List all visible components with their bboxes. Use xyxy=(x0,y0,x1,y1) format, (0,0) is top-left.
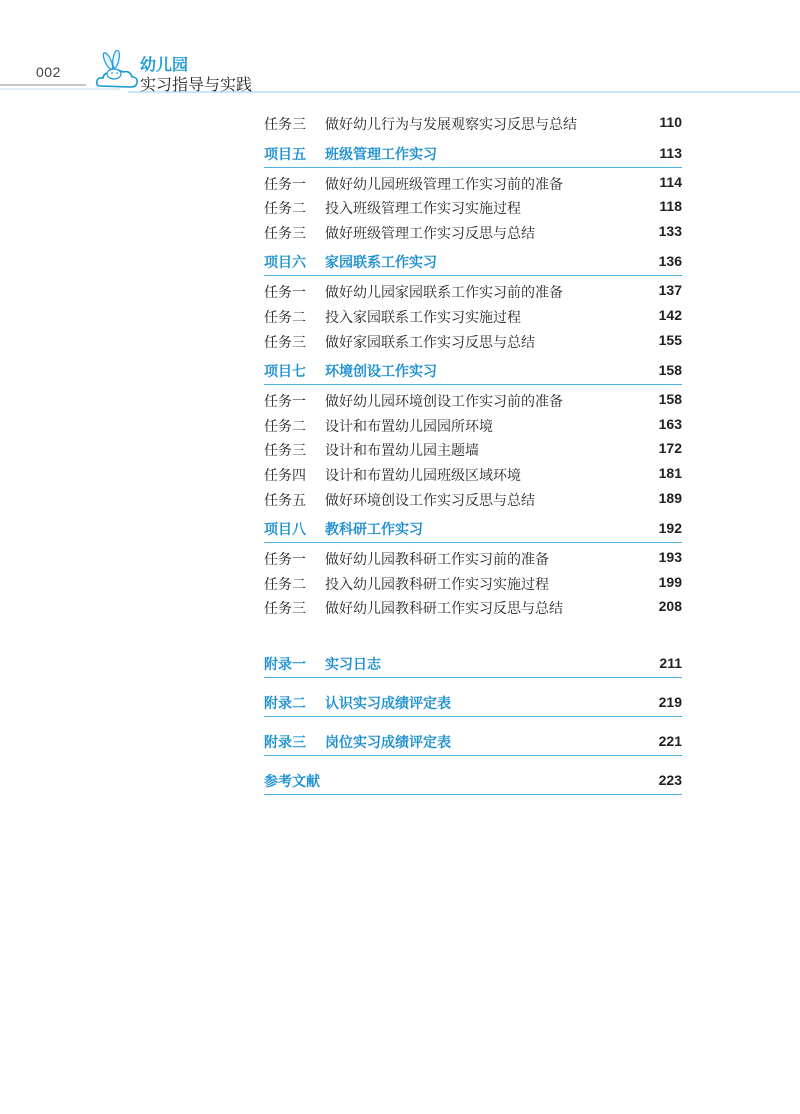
toc-entry-title: 班级管理工作实习 xyxy=(325,146,437,163)
toc-task-row[interactable] xyxy=(264,545,682,570)
toc-task-row[interactable] xyxy=(264,170,682,195)
toc-entry-label: 任务三 xyxy=(264,601,306,618)
toc-entry-label: 项目五 xyxy=(264,146,306,163)
toc-entry-title: 做好幼儿园家园联系工作实习前的准备 xyxy=(325,285,563,302)
toc-entry-page: 181 xyxy=(658,464,682,481)
toc-project-row[interactable] xyxy=(264,247,682,276)
toc-entry-label: 项目七 xyxy=(264,364,306,381)
toc-entry-label: 任务一 xyxy=(264,176,306,193)
toc-project-row[interactable] xyxy=(264,514,682,543)
toc-entry-page: 219 xyxy=(658,693,682,710)
toc-entry-label: 任务一 xyxy=(264,552,306,569)
toc-entry-title: 家园联系工作实习 xyxy=(325,255,437,272)
toc-entry-title: 实习日志 xyxy=(325,656,381,673)
toc-entry-label: 附录三 xyxy=(264,734,306,751)
toc-entry-label: 任务三 xyxy=(264,225,306,242)
toc-entry-label: 附录二 xyxy=(264,695,306,712)
toc-entry-title: 投入班级管理工作实习实施过程 xyxy=(325,201,521,218)
rabbit-on-cloud-icon xyxy=(94,50,140,96)
toc-task-row[interactable] xyxy=(264,594,682,619)
toc-entry-label: 附录一 xyxy=(264,656,306,673)
toc-entry-page: 136 xyxy=(658,253,682,270)
toc-entry-label: 任务三 xyxy=(264,334,306,351)
toc-entry-page: 110 xyxy=(659,114,682,130)
toc-spacer xyxy=(264,619,682,639)
toc-entry-title: 参考文献 xyxy=(264,773,320,790)
toc-entry-page: 211 xyxy=(659,654,682,671)
toc-task-row[interactable] xyxy=(264,194,682,219)
toc-task-row[interactable] xyxy=(264,278,682,303)
toc-project-row[interactable] xyxy=(264,139,682,168)
toc-entry-title: 做好幼儿园教科研工作实习前的准备 xyxy=(325,552,549,569)
toc-entry-label: 项目六 xyxy=(264,255,306,272)
toc-entry-label: 任务五 xyxy=(264,492,306,509)
toc-task-row[interactable] xyxy=(264,219,682,244)
toc-entry-page: 158 xyxy=(658,391,682,408)
toc-entry-page: 158 xyxy=(658,362,682,379)
toc-entry-page: 189 xyxy=(658,489,682,506)
toc-entry-title: 投入家园联系工作实习实施过程 xyxy=(325,309,521,326)
toc-entry-page: 223 xyxy=(658,771,682,788)
page-header xyxy=(0,0,800,100)
toc-entry-label: 任务一 xyxy=(264,394,306,411)
toc-entry-title: 认识实习成绩评定表 xyxy=(325,695,451,712)
toc-entry-title: 设计和布置幼儿园园所环境 xyxy=(325,418,493,435)
toc-entry-title: 做好幼儿行为与发展观察实习反思与总结 xyxy=(325,117,577,133)
toc-entry-page: 137 xyxy=(658,282,682,299)
toc-entry-title: 做好幼儿园班级管理工作实习前的准备 xyxy=(325,176,563,193)
toc-appendix-row[interactable] xyxy=(264,727,682,756)
toc-entry-label: 任务一 xyxy=(264,285,306,302)
book-title-main: 幼儿园 xyxy=(140,55,189,74)
toc-task-row[interactable] xyxy=(264,461,682,486)
toc-entry-label: 任务二 xyxy=(264,201,306,218)
toc-entry-page: 193 xyxy=(658,549,682,566)
toc-entry-page: 221 xyxy=(658,732,682,749)
toc-entry-page: 172 xyxy=(658,440,682,457)
toc-entry-label: 任务二 xyxy=(264,418,306,435)
toc-entry-title: 岗位实习成绩评定表 xyxy=(325,734,451,751)
toc-entry-page: 199 xyxy=(658,573,682,590)
toc-entry-title: 教科研工作实习 xyxy=(325,522,423,539)
toc-task-row[interactable] xyxy=(264,570,682,595)
toc-entry-title: 设计和布置幼儿园班级区域环境 xyxy=(325,467,521,484)
toc-task-row[interactable] xyxy=(264,387,682,412)
toc-entry-title: 设计和布置幼儿园主题墙 xyxy=(325,443,479,460)
toc-task-row[interactable] xyxy=(264,303,682,328)
toc-entry-label: 项目八 xyxy=(264,522,306,539)
toc-entry-page: 163 xyxy=(658,415,682,432)
toc-task-row[interactable] xyxy=(264,110,682,135)
toc-entry-page: 118 xyxy=(659,198,682,215)
toc-entry-title: 做好幼儿园环境创设工作实习前的准备 xyxy=(325,394,563,411)
toc-task-row[interactable] xyxy=(264,328,682,353)
toc-entry-page: 113 xyxy=(659,144,682,161)
toc-entry-label: 任务四 xyxy=(264,467,306,484)
toc-entry-title: 做好班级管理工作实习反思与总结 xyxy=(325,225,535,242)
toc-entry-title: 做好幼儿园教科研工作实习反思与总结 xyxy=(325,601,563,618)
toc-entry-page: 208 xyxy=(658,598,682,615)
toc-appendix-row[interactable] xyxy=(264,649,682,678)
toc-entry-label: 任务三 xyxy=(264,443,306,460)
book-title-sub: 实习指导与实践 xyxy=(140,75,253,94)
toc-task-row[interactable] xyxy=(264,412,682,437)
toc-project-row[interactable] xyxy=(264,356,682,385)
toc-entry-title: 做好家园联系工作实习反思与总结 xyxy=(325,334,535,351)
toc-appendix-row[interactable] xyxy=(264,766,682,795)
toc-entry-page: 142 xyxy=(658,306,682,323)
toc-entry-label: 任务二 xyxy=(264,576,306,593)
toc-entry-page: 114 xyxy=(659,173,682,190)
page-number: 002 xyxy=(36,64,61,80)
header-rule-grey xyxy=(0,84,86,86)
toc-appendix-row[interactable] xyxy=(264,688,682,717)
toc-task-row[interactable] xyxy=(264,436,682,461)
table-of-contents xyxy=(264,110,682,797)
toc-entry-page: 155 xyxy=(658,331,682,348)
toc-entry-title: 投入幼儿园教科研工作实习实施过程 xyxy=(325,576,549,593)
toc-task-row[interactable] xyxy=(264,486,682,511)
toc-entry-title: 环境创设工作实习 xyxy=(325,364,437,381)
toc-entry-page: 192 xyxy=(658,520,682,537)
toc-entry-title: 做好环境创设工作实习反思与总结 xyxy=(325,492,535,509)
toc-entry-label: 任务三 xyxy=(264,117,306,133)
toc-entry-page: 133 xyxy=(658,222,682,239)
toc-entry-label: 任务二 xyxy=(264,309,306,326)
